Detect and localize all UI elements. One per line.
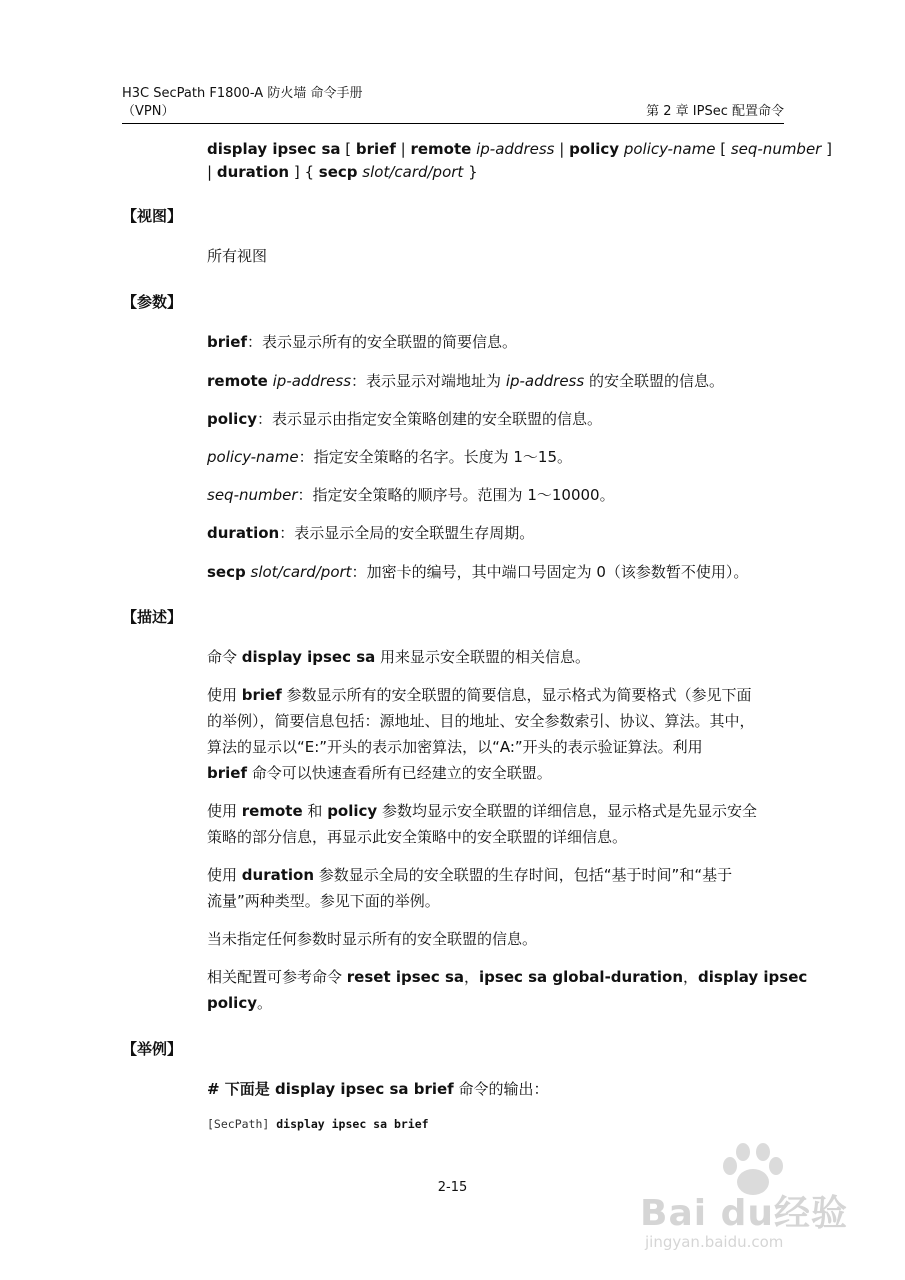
desc-cmd: policy <box>327 802 378 820</box>
param-term: duration <box>207 524 280 542</box>
desc-paragraph-5: 当未指定任何参数时显示所有的安全联盟的信息。 <box>207 930 538 948</box>
param-desc: 的安全联盟的信息。 <box>584 372 724 390</box>
baidu-watermark <box>640 1140 850 1250</box>
desc-text: 用来显示安全联盟的相关信息。 <box>375 648 591 666</box>
param-desc: 指定安全策略的顺序号。范围为 1～10000。 <box>312 486 615 504</box>
example-text: # 下面是 <box>207 1080 276 1098</box>
syntax-sep: | <box>554 140 570 158</box>
desc-cmd: brief <box>241 686 282 704</box>
header-chapter: 第 2 章 IPSec 配置命令 <box>646 104 784 119</box>
desc-text: 使用 <box>207 802 242 820</box>
desc-paragraph-4-line-1 <box>207 862 732 888</box>
param-remote <box>207 368 724 394</box>
desc-paragraph-2-line-4 <box>207 760 552 786</box>
syntax-remote: remote <box>410 140 472 158</box>
syntax-duration: duration <box>216 163 290 181</box>
syntax-secp: secp <box>318 163 358 181</box>
desc-cmd: duration <box>241 866 315 884</box>
view-heading: 【视图】 <box>122 207 183 225</box>
syntax-bracket: ] { <box>289 163 319 181</box>
desc-text: ， <box>683 968 699 986</box>
syntax-seq-number: seq-number <box>730 140 822 158</box>
example-cmd: display ipsec sa brief <box>275 1080 454 1098</box>
watermark-text: Bai du经验 <box>640 1193 849 1234</box>
desc-cmd: brief <box>207 764 247 782</box>
desc-paragraph-6-line-1 <box>207 964 807 990</box>
desc-text: 参数显示所有的安全联盟的简要信息，显示格式为简要格式（参见下面 <box>281 686 752 704</box>
param-sep: ： <box>351 372 367 390</box>
desc-paragraph-4-line-2: 流量”两种类型。参见下面的举例。 <box>207 892 440 910</box>
watermark-url: jingyan.baidu.com <box>645 1233 784 1251</box>
param-term: policy <box>207 410 257 428</box>
desc-text: 。 <box>257 994 273 1012</box>
param-desc: 表示显示全局的安全联盟生存周期。 <box>294 524 535 542</box>
param-sep: ： <box>351 563 367 581</box>
desc-cmd: remote <box>241 802 303 820</box>
header-product: H3C SecPath F1800-A 防火墙 命令手册 <box>122 86 363 101</box>
param-arg: ip-address <box>505 372 585 390</box>
desc-text: 参数显示全局的安全联盟的生存时间，包括“基于时间”和“基于 <box>314 866 733 884</box>
desc-paragraph-2-line-2: 的举例），简要信息包括：源地址、目的地址、安全参数索引、协议、算法。其中， <box>207 712 755 730</box>
desc-paragraph-2-line-1 <box>207 682 752 708</box>
desc-heading: 【描述】 <box>122 608 183 626</box>
view-text: 所有视图 <box>207 247 268 265</box>
param-term: brief <box>207 333 247 351</box>
desc-text: 参数均显示安全联盟的详细信息，显示格式是先显示安全 <box>377 802 757 820</box>
param-secp <box>207 559 748 585</box>
syntax-slot-card-port: slot/card/port <box>362 163 464 181</box>
param-sep: ： <box>279 524 295 542</box>
desc-text: ， <box>464 968 480 986</box>
param-arg: slot/card/port <box>250 563 352 581</box>
param-desc: 指定安全策略的名字。长度为 1～15。 <box>313 448 572 466</box>
desc-cmd: reset ipsec sa <box>346 968 464 986</box>
param-desc: 表示显示由指定安全策略创建的安全联盟的信息。 <box>272 410 603 428</box>
desc-text: 使用 <box>207 686 242 704</box>
code-prompt: [SecPath] <box>207 1117 270 1131</box>
syntax-sep: | <box>395 140 411 158</box>
desc-text: 命令 <box>207 648 242 666</box>
desc-paragraph-3-line-2: 策略的部分信息，再显示此安全策略中的安全联盟的详细信息。 <box>207 828 628 846</box>
syntax-line-2 <box>207 159 478 185</box>
example-code <box>207 1111 429 1137</box>
desc-text: 命令可以快速查看所有已经建立的安全联盟。 <box>246 764 552 782</box>
params-heading: 【参数】 <box>122 293 183 311</box>
syntax-policy: policy <box>569 140 620 158</box>
desc-paragraph-1 <box>207 644 590 670</box>
param-duration <box>207 520 534 546</box>
desc-text: 使用 <box>207 866 242 884</box>
example-text: 命令的输出： <box>453 1080 549 1098</box>
param-sep: ： <box>298 448 314 466</box>
param-term: remote <box>207 372 268 390</box>
syntax-cmd: display ipsec sa <box>207 140 341 158</box>
syntax-ip-address: ip-address <box>476 140 555 158</box>
header-subtitle: （VPN） <box>122 104 175 119</box>
param-seq-number <box>207 482 615 508</box>
syntax-bracket: [ <box>340 140 356 158</box>
param-brief <box>207 329 517 355</box>
desc-paragraph-6-line-2 <box>207 990 272 1016</box>
desc-cmd: ipsec sa global-duration <box>479 968 684 986</box>
param-policy <box>207 406 602 432</box>
param-desc: 加密卡的编号，其中端口号固定为 0（该参数暂不使用）。 <box>366 563 749 581</box>
syntax-bracket: [ <box>715 140 731 158</box>
syntax-policy-name: policy-name <box>623 140 716 158</box>
param-term: secp <box>207 563 246 581</box>
param-desc: 表示显示所有的安全联盟的简要信息。 <box>262 333 518 351</box>
code-command: display ipsec sa brief <box>276 1117 429 1131</box>
desc-paragraph-2-line-3: 算法的显示以“E:”开头的表示加密算法，以“A:”开头的表示验证算法。利用 <box>207 738 703 756</box>
param-policy-name <box>207 444 572 470</box>
desc-text: 和 <box>302 802 328 820</box>
param-desc: 表示显示对端地址为 <box>366 372 506 390</box>
desc-paragraph-3-line-1 <box>207 798 757 824</box>
desc-cmd: policy <box>207 994 257 1012</box>
param-arg: ip-address <box>272 372 352 390</box>
page-number: 2-15 <box>437 1180 468 1195</box>
param-arg: policy-name <box>207 448 299 466</box>
syntax-bracket: } <box>463 163 478 181</box>
param-sep: ： <box>246 333 262 351</box>
example-heading: 【举例】 <box>122 1040 183 1058</box>
param-sep: ： <box>257 410 273 428</box>
syntax-brief: brief <box>355 140 396 158</box>
example-line <box>207 1076 549 1102</box>
syntax-sep: | <box>207 163 217 181</box>
desc-cmd: display ipsec <box>698 968 808 986</box>
desc-text: 相关配置可参考命令 <box>207 968 347 986</box>
param-arg: seq-number <box>207 486 298 504</box>
header-rule <box>122 123 784 124</box>
syntax-bracket: ] <box>821 140 832 158</box>
desc-cmd: display ipsec sa <box>241 648 376 666</box>
param-sep: ： <box>297 486 313 504</box>
